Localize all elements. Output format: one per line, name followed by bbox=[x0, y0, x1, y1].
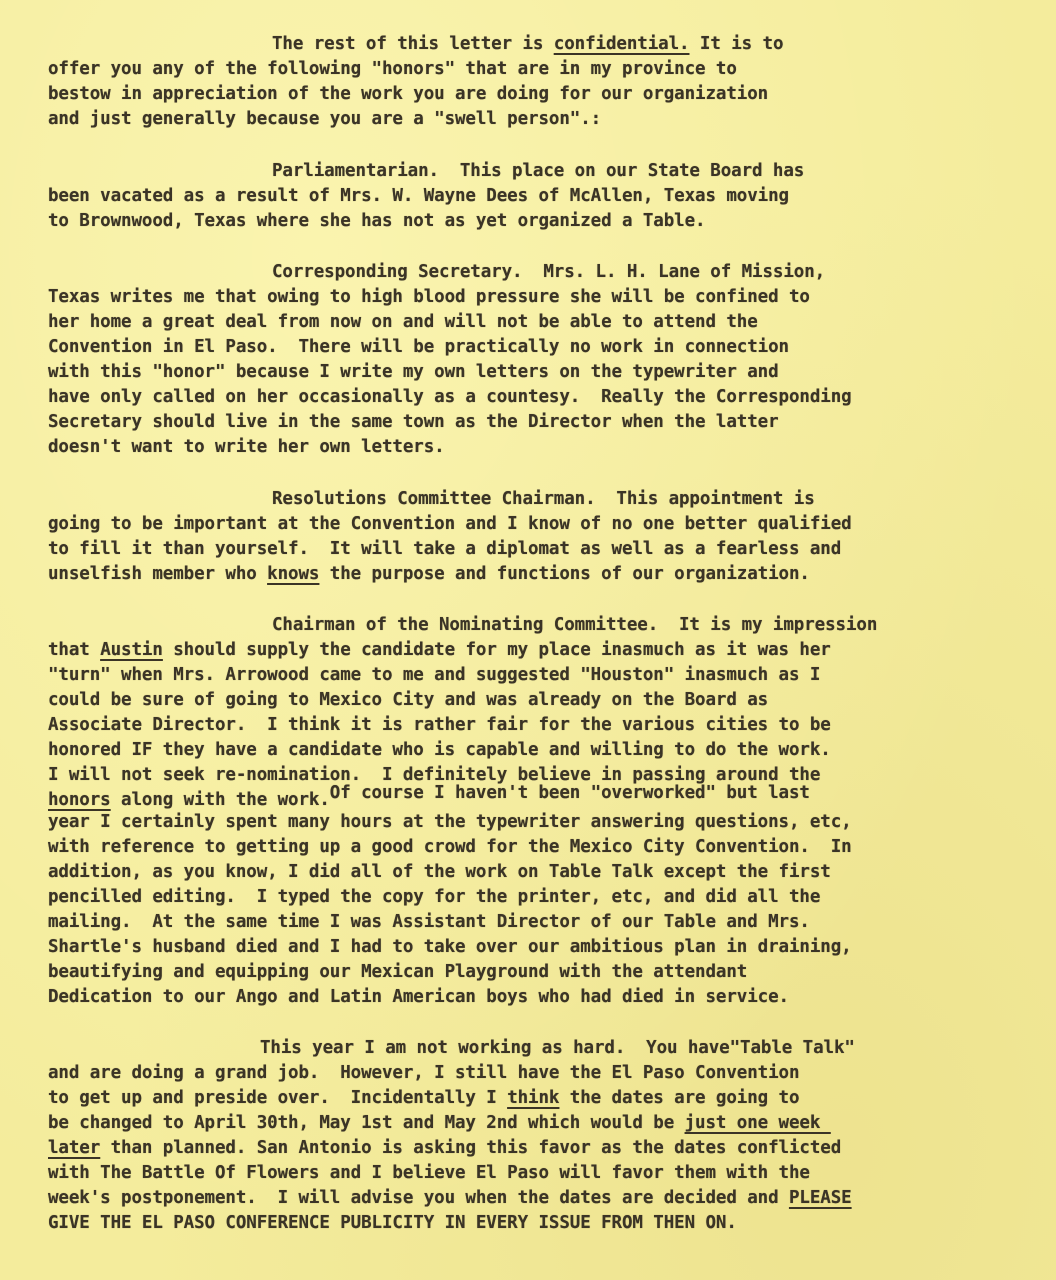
text-line: Convention in El Paso. There will be practically no work in connection bbox=[48, 337, 789, 357]
text-line: with reference to getting up a good crowd for the Mexico City Convention. In bbox=[48, 837, 852, 857]
text-line: with The Battle Of Flowers and I believe El Paso will favor them with the bbox=[48, 1163, 810, 1183]
text-line: Dedication to our Ango and Latin American boys who had died in service. bbox=[48, 987, 789, 1007]
underlined-text: just one week bbox=[684, 1113, 831, 1133]
text-line: to Brownwood, Texas where she has not as yet organized a Table. bbox=[48, 211, 706, 231]
text-line: Resolutions Committee Chairman. This appointment is bbox=[272, 489, 815, 509]
text-line: Corresponding Secretary. Mrs. L. H. Lane of Mission, bbox=[272, 262, 826, 282]
text-span: to get up and preside over. Incidentally I bbox=[48, 1088, 508, 1108]
text-line: This year I am not working as hard. You have"Table Talk" bbox=[260, 1038, 855, 1058]
text-line bbox=[48, 783, 810, 810]
text-line: Texas writes me that owing to high blood pressure she will be confined to bbox=[48, 287, 810, 307]
text-span: than planned. San Antonio is asking this favor as the dates conflicted bbox=[100, 1138, 842, 1158]
text-span: should supply the candidate for my place inasmuch as it was her bbox=[162, 640, 831, 660]
text-span: unselfish member who bbox=[48, 564, 268, 584]
text-line: "turn" when Mrs. Arrowood came to me and suggested "Houston" inasmuch as I bbox=[48, 665, 821, 685]
underlined-text: Austin bbox=[100, 640, 163, 660]
text-line: been vacated as a result of Mrs. W. Wayne Dees of McAllen, Texas moving bbox=[48, 186, 789, 206]
text-span: It is to bbox=[689, 34, 784, 54]
text-line bbox=[48, 564, 810, 584]
text-line: could be sure of going to Mexico City and was already on the Board as bbox=[48, 690, 769, 710]
text-line: her home a great deal from now on and will not be able to attend the bbox=[48, 312, 758, 332]
text-line: doesn't want to write her own letters. bbox=[48, 437, 445, 457]
text-line: pencilled editing. I typed the copy for the printer, etc, and did all the bbox=[48, 887, 821, 907]
text-line: with this "honor" because I write my own letters on the typewriter and bbox=[48, 362, 779, 382]
text-line bbox=[48, 1088, 799, 1108]
text-span: the purpose and functions of our organization. bbox=[319, 564, 810, 584]
text-line: addition, as you know, I did all of the work on Table Talk except the first bbox=[48, 862, 831, 882]
text-line: and just generally because you are a "swell person".: bbox=[48, 109, 602, 129]
text-line: to fill it than yourself. It will take a diplomat as well as a fearless and bbox=[48, 539, 842, 559]
text-line: Chairman of the Nominating Committee. It is my impression bbox=[272, 615, 878, 635]
underlined-text: honors bbox=[48, 790, 111, 810]
text-line: I will not seek re-nomination. I definitely believe in passing around the bbox=[48, 765, 821, 785]
text-span: Of course I haven't been "overworked" but last bbox=[329, 783, 810, 803]
text-line bbox=[48, 640, 831, 660]
text-line: Parliamentarian. This place on our State Board has bbox=[272, 161, 805, 181]
text-span: The rest of this letter is bbox=[272, 34, 554, 54]
underlined-text: later bbox=[48, 1138, 101, 1158]
text-line bbox=[272, 34, 783, 54]
text-line: and are doing a grand job. However, I still have the El Paso Convention bbox=[48, 1063, 800, 1083]
text-line: year I certainly spent many hours at the typewriter answering questions, etc, bbox=[48, 812, 852, 832]
text-line: have only called on her occasionally as a countesy. Really the Corresponding bbox=[48, 387, 852, 407]
text-line bbox=[48, 1188, 852, 1208]
text-line: bestow in appreciation of the work you are doing for our organization bbox=[48, 84, 769, 104]
text-line: mailing. At the same time I was Assistant Director of our Table and Mrs. bbox=[48, 912, 810, 932]
text-line: Shartle's husband died and I had to take over our ambitious plan in draining, bbox=[48, 937, 852, 957]
text-span: the dates are going to bbox=[559, 1088, 800, 1108]
underlined-text: confidential. bbox=[553, 34, 690, 54]
text-line: going to be important at the Convention and I know of no one better qualified bbox=[48, 514, 852, 534]
text-line: offer you any of the following "honors" that are in my province to bbox=[48, 59, 737, 79]
underlined-text: PLEASE bbox=[788, 1188, 852, 1208]
underlined-text: think bbox=[507, 1088, 560, 1108]
text-line: Associate Director. I think it is rather fair for the various cities to be bbox=[48, 715, 831, 735]
text-span: be changed to April 30th, May 1st and May 2nd which would be bbox=[48, 1113, 685, 1133]
text-line bbox=[48, 1138, 841, 1158]
text-span: along with the work. bbox=[110, 790, 330, 810]
text-line: beautifying and equipping our Mexican Playground with the attendant bbox=[48, 962, 748, 982]
underlined-text: knows bbox=[267, 564, 320, 584]
text-line: honored IF they have a candidate who is capable and willing to do the work. bbox=[48, 740, 831, 760]
text-line: Secretary should live in the same town as the Director when the latter bbox=[48, 412, 779, 432]
text-span: that bbox=[48, 640, 101, 660]
text-line bbox=[48, 1113, 831, 1133]
text-span: week's postponement. I will advise you when the dates are decided and bbox=[48, 1188, 789, 1208]
text-line: GIVE THE EL PASO CONFERENCE PUBLICITY IN EVERY ISSUE FROM THEN ON. bbox=[48, 1213, 737, 1233]
